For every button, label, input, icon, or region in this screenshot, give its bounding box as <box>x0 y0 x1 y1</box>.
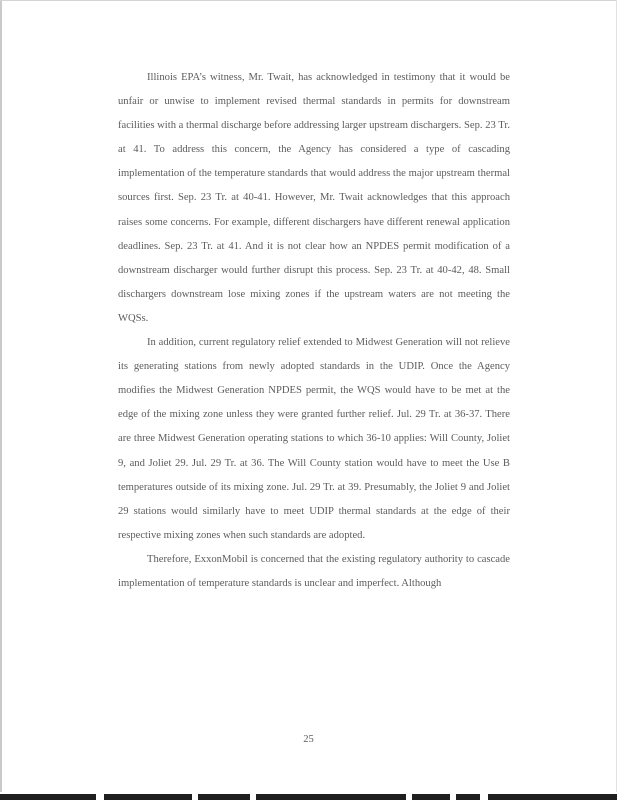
scan-band-segment <box>198 794 250 800</box>
scan-band-segment <box>256 794 406 800</box>
page-number: 25 <box>303 734 314 745</box>
scan-band-segment <box>488 794 617 800</box>
scan-band-segment <box>456 794 480 800</box>
scan-edge-top <box>0 0 617 1</box>
paragraph-1: Illinois EPA’s witness, Mr. Twait, has acknowledged in testimony that it would be unfair or unwise to implement revised thermal standards in permits for downstream facilities with a thermal discharge before addressing larger upstream dischargers. Sep. 23 Tr. at 41. To address this concern, the Agency has considered a type of cascading implementation of the temperature standards that would address the major upstream thermal sources first. Sep. 23 Tr. at 40-41. However, Mr. Twait acknowledges that this approach raises some concerns. For example, different dischargers have different renewal application deadlines. Sep. 23 Tr. at 41. And it is not clear how an NPDES permit modification of a downstream discharger would further disrupt this process. Sep. 23 Tr. at 40-42, 48. Small dischargers downstream lose mixing zones if the upstream waters are not meeting the WQSs. <box>118 72 510 324</box>
scan-band-segment <box>104 794 192 800</box>
paragraph-2: In addition, current regulatory relief extended to Midwest Generation will not relieve its generating stations from newly adopted standards in the UDIP. Once the Agency modifies the Midwest Generation NPDES permit, the WQS would have to be met at the edge of the mixing zone unless they were granted further relief. Jul. 29 Tr. at 36-37. There are three Midwest Generation operating stations to which 36-10 applies: Will County, Joliet 9, and Joliet 29. Jul. 29 Tr. at 36. The Will County station would have to meet the Use B temperatures outside of its mixing zone. Jul. 29 Tr. at 39. Presumably, the Joliet 9 and Joliet 29 stations would similarly have to meet UDIP thermal standards at the edge of their respective mixing zones when such standards are adopted. <box>118 337 510 541</box>
scan-band-segment <box>0 794 96 800</box>
scan-edge-left <box>0 0 2 800</box>
paragraph-3: Therefore, ExxonMobil is concerned that the existing regulatory authority to cascade implementation of temperature standards is unclear and imperfect. Although <box>118 553 510 589</box>
document-body <box>118 66 510 596</box>
scan-band-segment <box>412 794 450 800</box>
scan-bottom-band <box>0 792 617 800</box>
